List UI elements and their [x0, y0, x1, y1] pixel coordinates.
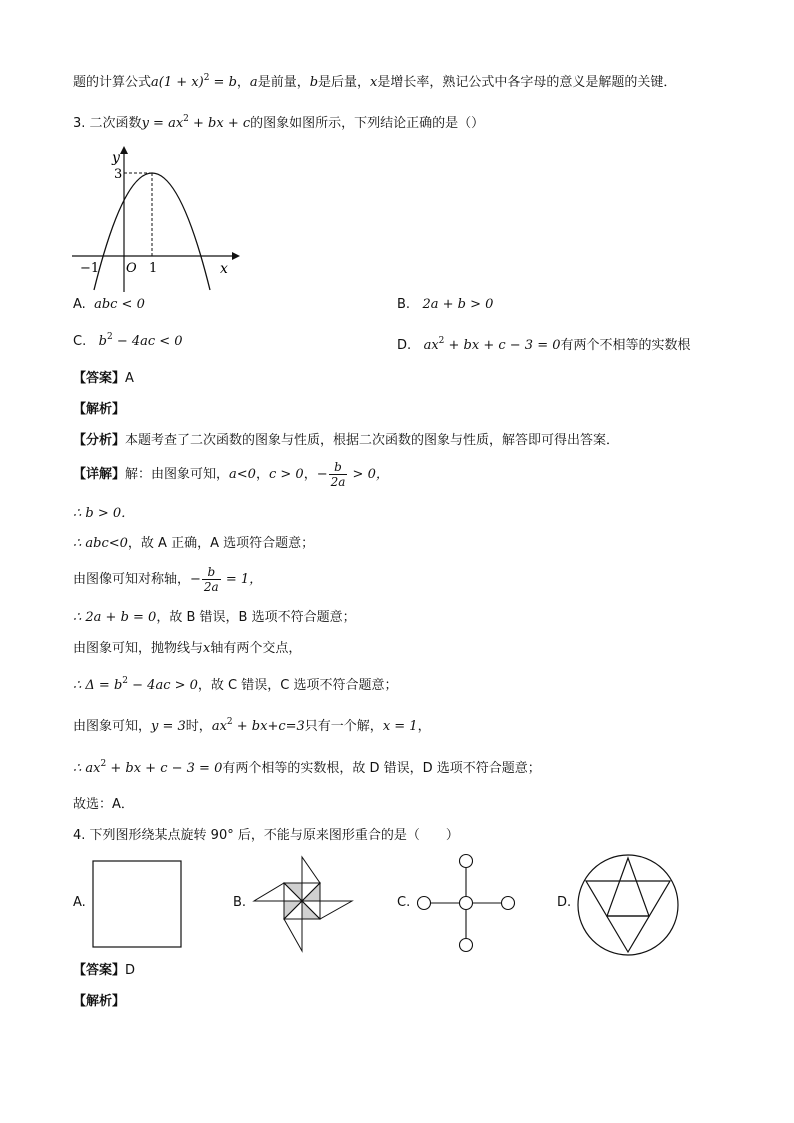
y-axis-label: y	[112, 150, 120, 166]
step-5-math: ∴ 2a + b = 0	[73, 610, 157, 625]
step-3-math: ∴ abc<0	[73, 536, 128, 551]
q4-answer	[73, 962, 135, 980]
answer-tag: 【答案】	[73, 371, 126, 386]
frac-den: 2a	[330, 475, 346, 489]
option-b-expr: 2a + b > 0	[422, 297, 494, 312]
step-7-exp: 2	[122, 676, 129, 686]
detail-1-c: c > 0	[268, 467, 304, 482]
fenxi-tag: 【分析】	[73, 433, 126, 448]
answer-value: A	[125, 371, 134, 386]
step-8-end: ，	[417, 719, 431, 734]
q3-step-4	[73, 565, 262, 595]
step-6-var: x	[203, 641, 211, 656]
option-d-expr-base: ax	[423, 338, 439, 353]
detail-1-fraction	[329, 460, 348, 489]
tick-neg1-label: −1	[80, 261, 100, 276]
q3-answer	[73, 370, 134, 388]
fenxi-text: 本题考查了二次函数的图象与性质，根据二次函数的图象与性质，解答即可得出答案．	[125, 433, 620, 448]
q4-answer-tag: 【答案】	[73, 963, 126, 978]
q3-number: 3.	[73, 116, 86, 131]
q3-stem-pre: 二次函数	[89, 116, 142, 131]
q3-step-9	[73, 760, 541, 778]
q3-option-a[interactable]	[73, 297, 145, 312]
q3-option-b[interactable]	[397, 297, 493, 312]
q3-detail-1	[73, 460, 389, 490]
step-4-minus: −	[190, 572, 201, 587]
y-axis-arrow	[120, 146, 128, 154]
option-c-exp: 2	[106, 332, 113, 342]
option-a-expr: abc < 0	[94, 297, 145, 312]
q3-step-10	[73, 796, 134, 814]
q3-step-8	[73, 718, 431, 736]
q3-option-d[interactable]	[397, 334, 691, 353]
option-d-text: 有两个不相等的实数根	[560, 338, 691, 353]
option-c-expr-base: b	[98, 334, 107, 349]
text-x: 是增长率，熟记公式中各字母的意义是解题的关键．	[377, 75, 677, 90]
step-8-y: y = 3	[151, 719, 186, 734]
cross-group	[418, 855, 515, 952]
option-c-label: C.	[73, 334, 87, 349]
step-6-post: 轴有两个交点，	[210, 641, 302, 656]
origin-label: O	[126, 261, 137, 276]
step-6-pre: 由图象可知，抛物线与	[73, 641, 204, 656]
option-d-label: D.	[397, 338, 412, 353]
step-9-math-b: + bx + c − 3 = 0	[106, 761, 223, 776]
tick-1-label: 1	[149, 261, 158, 276]
q3-step-5	[73, 609, 356, 627]
step-4-frac-num: b	[202, 565, 221, 580]
step-7-text: ，故 C 错误，C 选项不符合题意；	[197, 678, 398, 693]
q4-option-d-label[interactable]: D.	[557, 895, 572, 910]
q4-option-a-square[interactable]	[90, 858, 186, 950]
var-a: a	[249, 75, 258, 90]
q4-stem-text: 下列图形绕某点旋转 90° 后，不能与原来图形重合的是（ ）	[89, 828, 459, 843]
q4-option-b-pinwheel[interactable]	[252, 855, 356, 955]
detail-1-sep: ，	[255, 467, 269, 482]
q3-step-2	[73, 505, 134, 523]
q3-step-6	[73, 640, 301, 658]
step-8-text: 只有一个解，	[304, 719, 383, 734]
q4-option-c-label[interactable]: C.	[397, 895, 411, 910]
step-10-text: 故选：A．	[73, 797, 134, 812]
step-9-exp: 2	[100, 759, 107, 769]
detail-1-a: a<0	[229, 467, 256, 482]
q4-option-d-circle-triangles[interactable]	[574, 852, 682, 958]
step-8-eq-a: ax	[211, 719, 227, 734]
text-a: 是前量，	[257, 75, 310, 90]
q3-stem-formula-rest: + bx + c	[188, 116, 251, 131]
q4-analysis-tag: 【解析】	[73, 994, 126, 1009]
q4-number: 4.	[73, 828, 86, 843]
option-a-label: A.	[73, 297, 86, 312]
detail-1-post: > 0，	[348, 467, 389, 482]
step-7-math-b: − 4ac > 0	[128, 678, 198, 693]
intro-line	[73, 74, 676, 92]
detail-1-sep2: ，	[303, 467, 317, 482]
step-4-frac-den: 2a	[203, 580, 219, 594]
step-7-math-a: ∴ Δ = b	[73, 678, 123, 693]
q3-fenxi	[73, 432, 619, 450]
intro-prefix: 题的计算公式	[73, 75, 152, 90]
option-d-expr-rest: + bx + c − 3 = 0	[444, 338, 561, 353]
q3-step-7	[73, 677, 397, 695]
q4-analysis	[73, 993, 125, 1011]
step-8-mid: 时，	[185, 719, 212, 734]
x-axis-arrow	[232, 252, 240, 260]
step-8-exp: 2	[226, 717, 233, 727]
step-2-text: ∴ b > 0．	[73, 506, 135, 521]
q3-stem-exp: 2	[183, 114, 189, 124]
formula-eq: = b	[209, 75, 237, 90]
analysis-tag: 【解析】	[73, 402, 126, 417]
step-4-post: = 1，	[221, 572, 263, 587]
formula-mid: (1 + x)	[158, 75, 204, 90]
detail-1-minus: −	[316, 467, 328, 482]
formula-a: a	[151, 75, 159, 90]
step-8-x: x = 1	[382, 719, 418, 734]
step-8-eq-b: + bx+c=3	[232, 719, 305, 734]
q3-stem-formula: y = ax	[141, 116, 184, 131]
q3-parabola-graph	[70, 142, 240, 292]
q4-stem	[73, 827, 459, 845]
frac-num: b	[329, 460, 348, 475]
q3-step-3	[73, 535, 314, 553]
pinwheel-group	[254, 857, 352, 951]
step-9-text: 有两个相等的实数根，故 D 错误，D 选项不符合题意；	[222, 761, 541, 776]
detail-tag: 【详解】	[73, 467, 126, 482]
q4-answer-value: D	[125, 963, 136, 978]
detail-1-pre: 解：由图象可知，	[125, 467, 230, 482]
option-c-expr-rest: − 4ac < 0	[112, 334, 183, 349]
q3-stem-post: 的图象如图所示，下列结论正确的是（）	[250, 116, 485, 131]
q4-option-a-label[interactable]: A.	[73, 895, 86, 910]
circle-triangle-group	[578, 855, 678, 955]
q3-analysis-tag	[73, 401, 125, 419]
q3-option-c[interactable]	[73, 334, 183, 349]
step-4-fraction	[202, 565, 221, 594]
step-4-pre: 由图像可知对称轴，	[73, 572, 191, 587]
q4-option-c-cross[interactable]	[414, 852, 520, 956]
var-x: x	[370, 75, 378, 90]
q4-option-b-label[interactable]: B.	[233, 895, 247, 910]
text-b: 是后量，	[318, 75, 371, 90]
var-b: b	[309, 75, 319, 90]
step-9-math-a: ∴ ax	[73, 761, 101, 776]
option-b-label: B.	[397, 297, 411, 312]
formula-exp: 2	[203, 73, 210, 83]
intro-sep: ，	[236, 75, 250, 90]
square-shape	[93, 861, 181, 947]
q3-stem	[73, 115, 484, 133]
x-axis-label: x	[220, 261, 228, 277]
step-5-text: ，故 B 错误，B 选项不符合题意；	[156, 610, 356, 625]
step-8-pre: 由图象可知，	[73, 719, 152, 734]
tick-3-label: 3	[114, 167, 123, 182]
option-d-exp: 2	[438, 336, 445, 346]
step-3-text: ，故 A 正确，A 选项符合题意；	[127, 536, 315, 551]
